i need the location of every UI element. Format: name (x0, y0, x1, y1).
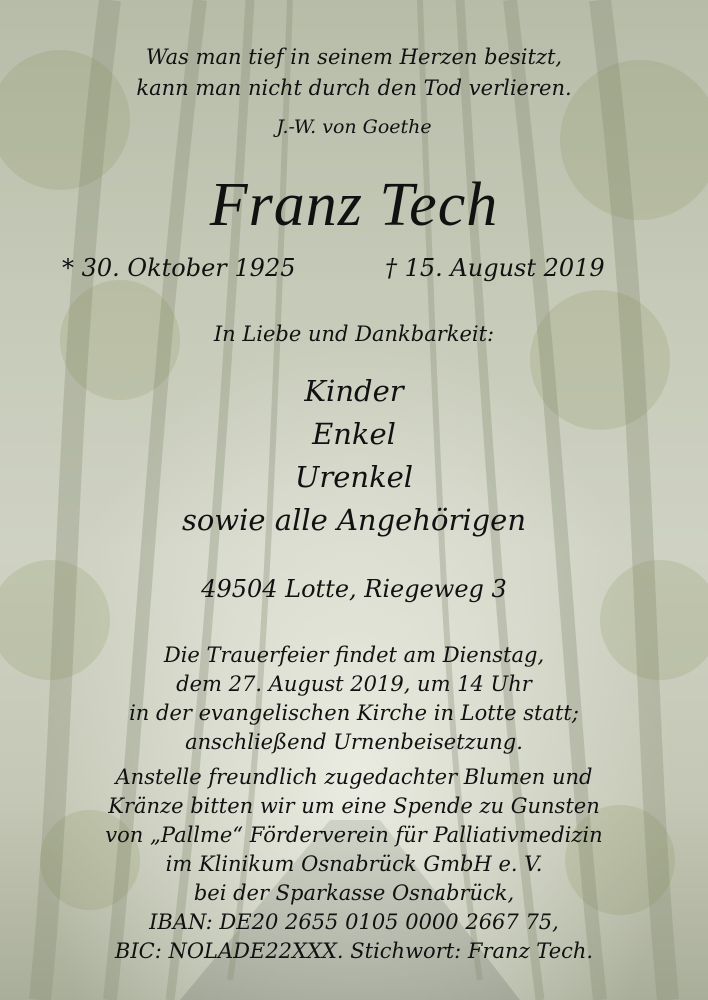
funeral-info-line: dem 27. August 2019, um 14 Uhr (176, 672, 532, 696)
donation-info-line: Anstelle freundlich zugedachter Blumen und (115, 765, 593, 789)
mourner-line: sowie alle Angehörigen (181, 503, 527, 537)
donation-info-line: im Klinikum Osnabrück GmbH e. V. (165, 852, 543, 876)
donation-info-line: von „Pallme“ Förderverein für Palliativmedizin (105, 823, 603, 847)
quote-line: Was man tief in seinem Herzen besitzt, (145, 45, 563, 69)
death-date: † 15. August 2019 (385, 254, 605, 282)
deceased-name: Franz Tech (209, 171, 499, 239)
funeral-info-line: in der evangelischen Kirche in Lotte statt; (129, 701, 579, 725)
donation-iban-line: IBAN: DE20 2655 0105 0000 2667 75, (149, 910, 559, 934)
funeral-info-line: Die Trauerfeier findet am Dienstag, (163, 643, 545, 667)
quote-author: J.-W. von Goethe (276, 116, 432, 138)
quote-line: kann man nicht durch den Tod verlieren. (136, 76, 572, 100)
dedication-line: In Liebe und Dankbarkeit: (213, 322, 495, 346)
donation-info-line: Kränze bitten wir um eine Spende zu Gunsten (108, 794, 600, 818)
birth-date: * 30. Oktober 1925 (62, 254, 296, 282)
funeral-info-line: anschließend Urnenbeisetzung. (185, 730, 523, 754)
donation-info-line: bei der Sparkasse Osnabrück, (193, 881, 515, 905)
donation-bic-line: BIC: NOLADE22XXX. Stichwort: Franz Tech. (114, 939, 594, 963)
family-address: 49504 Lotte, Riegeweg 3 (201, 575, 507, 603)
mourner-line: Kinder (304, 374, 404, 408)
mourner-line: Enkel (312, 417, 396, 451)
mourner-line: Urenkel (294, 460, 414, 494)
